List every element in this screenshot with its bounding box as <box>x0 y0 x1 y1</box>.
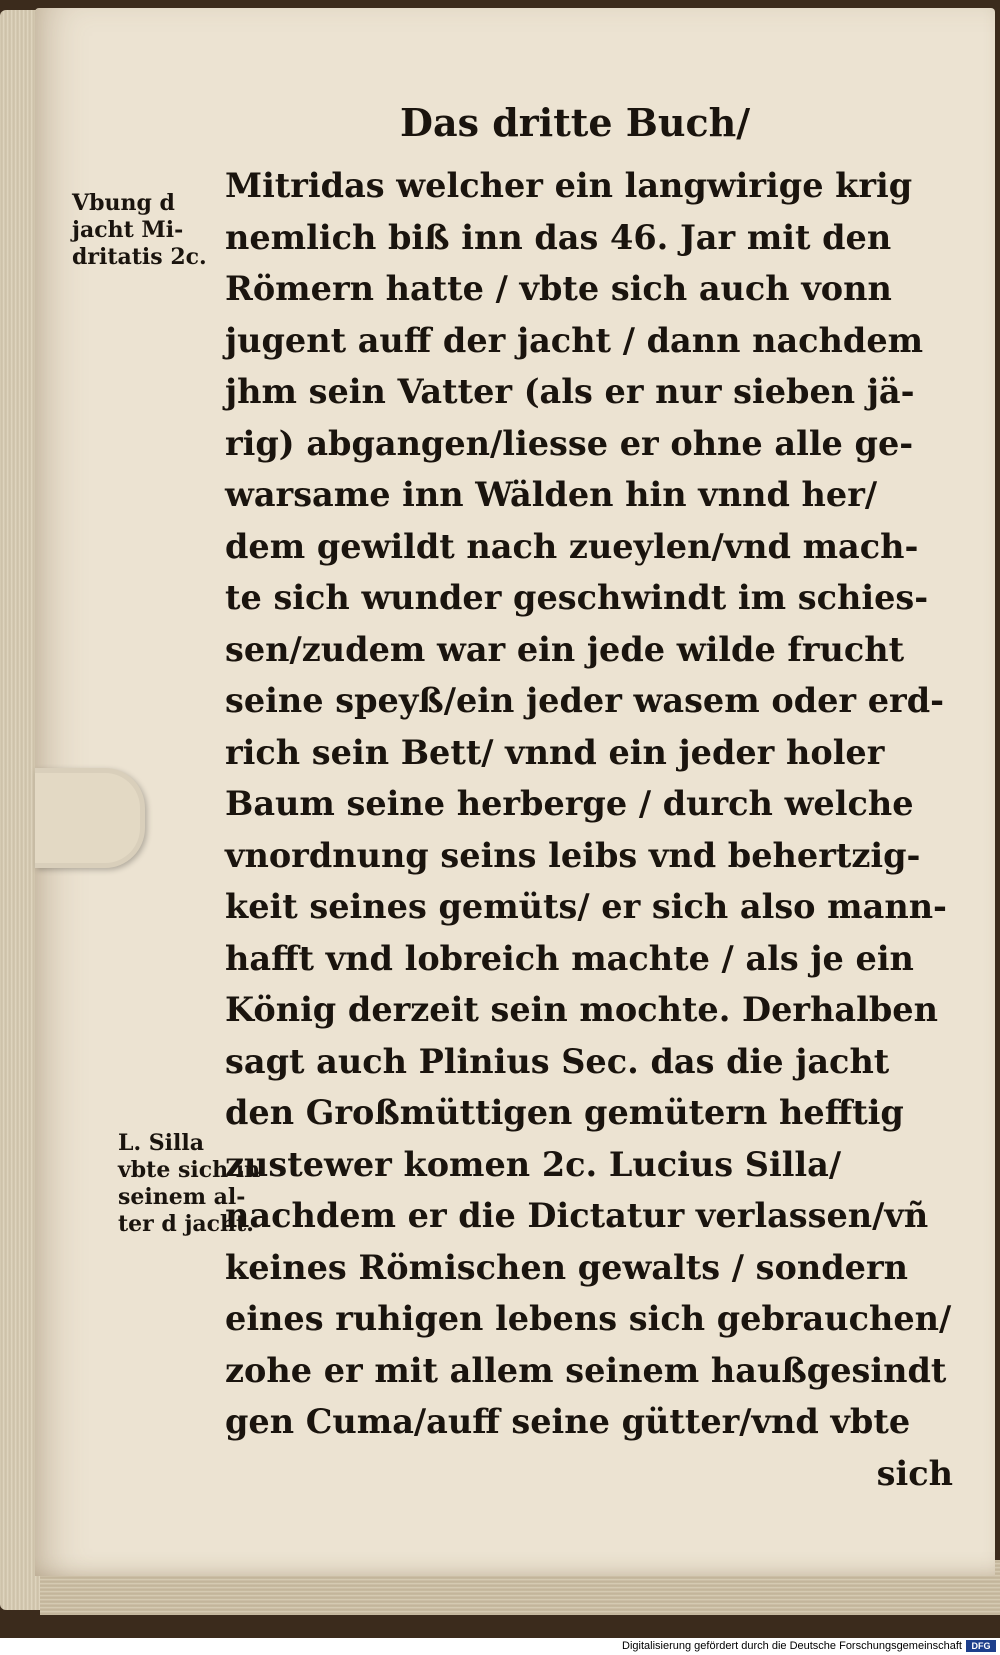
dfg-logo: DFG <box>966 1640 996 1652</box>
text-line: keines Römischen gewalts / sondern <box>225 1247 908 1287</box>
text-line: keit seines gemüts/ er sich also mann- <box>225 887 947 926</box>
body-text <box>225 160 965 1499</box>
text-line: gen Cuma/auff seine gütter/vnd vbte <box>225 1402 911 1441</box>
margin-note-line: Vbung d <box>72 190 175 216</box>
text-line: nachdem er die Dictatur verlassen/vñ <box>225 1196 929 1235</box>
margin-note-line: jacht Mi- <box>72 217 184 243</box>
text-line: te sich wunder geschwindt im schies- <box>225 578 929 617</box>
text-line: rich sein Bett/ vnnd ein jeder holer <box>225 732 885 772</box>
footer-bar <box>0 1638 1000 1655</box>
text-line: dem gewildt nach zueylen/vnd mach- <box>225 526 919 566</box>
text-line: jugent auff der jacht / dann nachdem <box>225 320 924 360</box>
text-line: seine speyß/ein jeder wasem oder erd- <box>225 681 945 720</box>
text-line: den Großmüttigen gemütern hefftig <box>225 1093 904 1132</box>
text-line: Baum seine herberge / durch welche <box>225 784 914 823</box>
margin-note-line: vbte sich in <box>118 1157 261 1183</box>
text-line: jhm sein Vatter (als er nur sieben jä- <box>225 372 915 411</box>
funding-credit: Digitalisierung gefördert durch die Deutsche Forschungsgemeinschaft <box>622 1640 962 1652</box>
text-line: hafft vnd lobreich machte / als je ein <box>225 938 914 978</box>
text-line: zustewer komen 2c. Lucius Silla/ <box>225 1144 842 1184</box>
text-line: zohe er mit allem seinem haußgesindt <box>225 1350 947 1390</box>
text-line: sen/zudem war ein jede wilde frucht <box>225 629 905 669</box>
page-clip <box>35 768 145 868</box>
margin-note-line: L. Silla <box>118 1130 205 1156</box>
text-line: warsame inn Wälden hin vnnd her/ <box>225 475 878 514</box>
running-heading: Das dritte Buch/ <box>400 100 751 145</box>
margin-note-line: seinem al- <box>118 1184 246 1210</box>
text-line: Mitridas welcher ein langwirige krig <box>225 166 913 205</box>
catchword: sich <box>876 1453 953 1493</box>
text-line: eines ruhigen lebens sich gebrauchen/ <box>225 1299 952 1338</box>
margin-note-1 <box>72 190 207 271</box>
margin-note-line: dritatis 2c. <box>72 244 207 270</box>
text-line: Römern hatte / vbte sich auch vonn <box>225 269 892 308</box>
text-line: nemlich biß inn das 46. Jar mit den <box>225 217 892 257</box>
text-line: König derzeit sein mochte. Derhalben <box>225 990 938 1029</box>
margin-note-line: ter d jacht. <box>118 1211 254 1237</box>
text-line: sagt auch Plinius Sec. das die jacht <box>225 1041 890 1081</box>
text-line: rig) abgangen/liesse er ohne alle ge- <box>225 423 914 463</box>
text-line: vnordnung seins leibs vnd behertzig- <box>225 835 921 875</box>
